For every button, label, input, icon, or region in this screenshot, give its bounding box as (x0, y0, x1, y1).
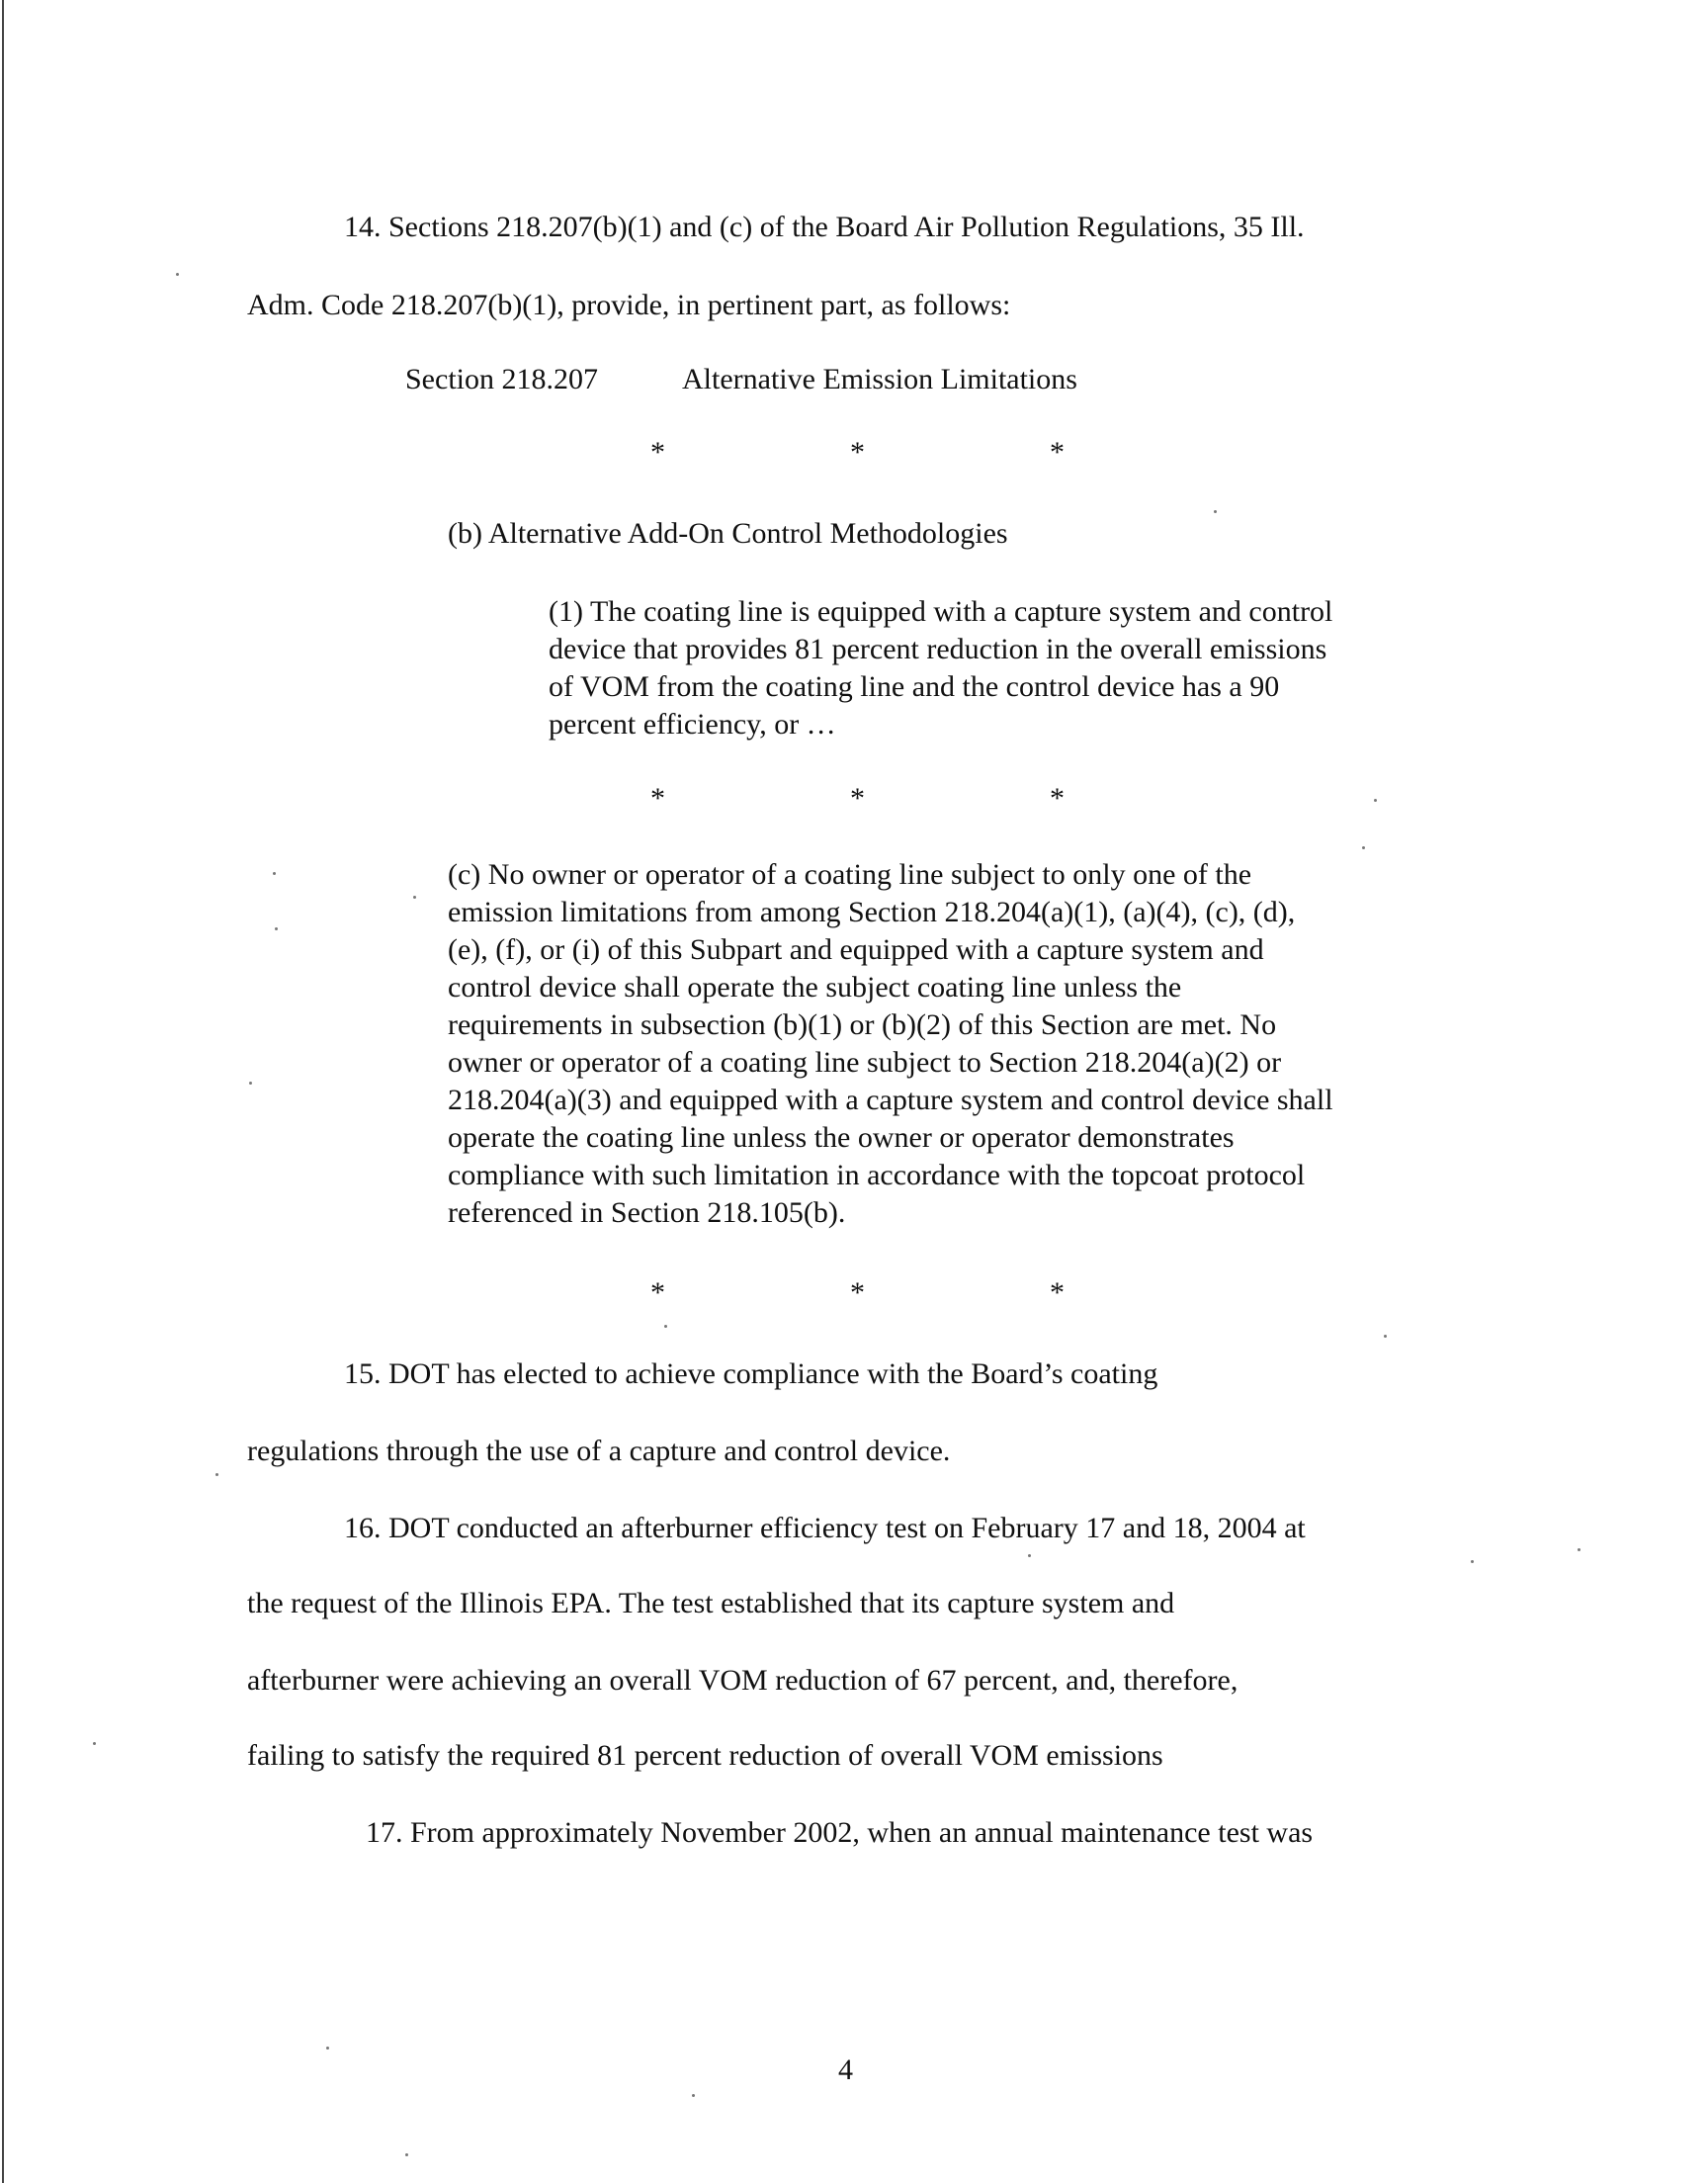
paragraph-14-line-2: Adm. Code 218.207(b)(1), provide, in pertinent part, as follows: (247, 289, 1011, 321)
scan-speck (176, 273, 179, 276)
subsection-c-line: 218.204(a)(3) and equipped with a capture system and control device shall (448, 1084, 1333, 1116)
separator-star: * (850, 782, 865, 815)
separator-stars-1 (0, 435, 1708, 471)
separator-star: * (1050, 1276, 1065, 1309)
scan-speck (413, 896, 416, 899)
separator-star: * (650, 782, 665, 815)
scan-speck (405, 2153, 408, 2156)
scan-speck (1471, 1560, 1474, 1563)
subsection-b1-line: (1) The coating line is equipped with a capture system and control (549, 595, 1333, 628)
scan-speck (1028, 1554, 1031, 1557)
separator-star: * (650, 1276, 665, 1309)
subsection-c-line: operate the coating line unless the owner or operator demonstrates (448, 1121, 1235, 1154)
paragraph-16-line-4: failing to satisfy the required 81 percent reduction of overall VOM emissions (247, 1739, 1163, 1772)
subsection-b-heading: (b) Alternative Add-On Control Methodologies (448, 517, 1008, 550)
paragraph-15-line-2: regulations through the use of a capture and control device. (247, 1435, 951, 1467)
scan-speck (275, 927, 278, 930)
section-title: Alternative Emission Limitations (682, 363, 1077, 395)
paragraph-15-line-1: 15. DOT has elected to achieve compliance with the Board’s coating (344, 1357, 1158, 1390)
scan-speck (692, 2094, 695, 2097)
scan-speck (326, 2047, 329, 2050)
scan-speck (93, 1742, 96, 1745)
scan-speck (1578, 1548, 1580, 1551)
paragraph-16-line-3: afterburner were achieving an overall VOM reduction of 67 percent, and, therefore, (247, 1664, 1238, 1697)
subsection-c-line: owner or operator of a coating line subject to Section 218.204(a)(2) or (448, 1046, 1282, 1079)
separator-stars-3 (0, 1275, 1708, 1311)
page-number: 4 (838, 2053, 853, 2086)
scan-speck (1384, 1335, 1387, 1338)
paragraph-17-line-1: 17. From approximately November 2002, when an annual maintenance test was (366, 1816, 1314, 1849)
subsection-b1-line: of VOM from the coating line and the control device has a 90 (549, 670, 1280, 703)
scan-speck (273, 872, 276, 875)
subsection-c-line: requirements in subsection (b)(1) or (b)(2) of this Section are met. No (448, 1008, 1277, 1041)
subsection-c-line: emission limitations from among Section 218.204(a)(1), (a)(4), (c), (d), (448, 896, 1296, 928)
subsection-b1-block (549, 593, 1468, 743)
subsection-c-line: control device shall operate the subject coating line unless the (448, 971, 1182, 1004)
subsection-c-block (448, 856, 1466, 1232)
paragraph-16-line-1: 16. DOT conducted an afterburner efficiency test on February 17 and 18, 2004 at (344, 1512, 1306, 1544)
scan-speck (215, 1473, 218, 1476)
paragraph-14-line-1: 14. Sections 218.207(b)(1) and (c) of the Board Air Pollution Regulations, 35 Ill. (344, 211, 1305, 243)
separator-star: * (1050, 782, 1065, 815)
page-left-edge (2, 0, 4, 2183)
scan-speck (1214, 510, 1217, 513)
separator-star: * (850, 1276, 865, 1309)
section-number: Section 218.207 (405, 363, 598, 395)
separator-star: * (850, 436, 865, 469)
separator-star: * (1050, 436, 1065, 469)
scan-speck (664, 1325, 667, 1328)
subsection-c-line: (e), (f), or (i) of this Subpart and equipped with a capture system and (448, 933, 1264, 966)
separator-stars-2 (0, 781, 1708, 817)
scan-speck (249, 1082, 252, 1085)
subsection-b1-line: device that provides 81 percent reduction in the overall emissions (549, 633, 1327, 665)
subsection-b1-line: percent efficiency, or … (549, 708, 836, 741)
separator-star: * (650, 436, 665, 469)
subsection-c-line: referenced in Section 218.105(b). (448, 1196, 846, 1229)
subsection-c-line: compliance with such limitation in accordance with the topcoat protocol (448, 1159, 1306, 1191)
scan-speck (1374, 799, 1377, 802)
subsection-c-line: (c) No owner or operator of a coating line subject to only one of the (448, 858, 1252, 891)
paragraph-16-line-2: the request of the Illinois EPA. The test established that its capture system and (247, 1587, 1175, 1619)
scan-speck (1362, 846, 1365, 849)
